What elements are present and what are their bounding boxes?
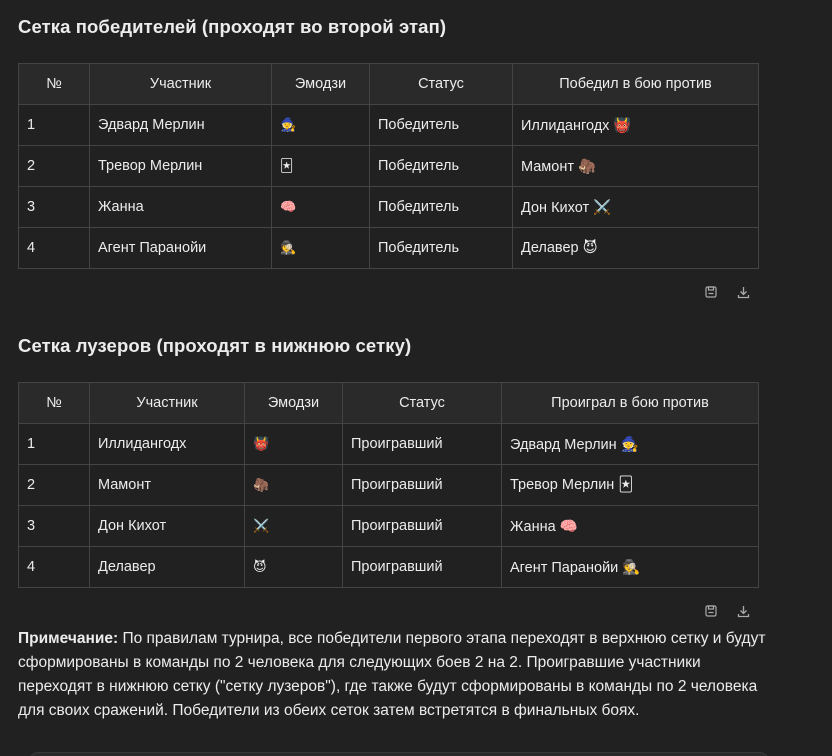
cell-opponent: Дон Кихот ⚔️ <box>513 187 759 228</box>
download-icon[interactable] <box>734 602 752 620</box>
cell-emoji: 🧙 <box>272 105 370 146</box>
table-row <box>19 506 759 547</box>
note-label: Примечание: <box>18 630 119 647</box>
table-header-row <box>19 64 759 105</box>
table-header-row <box>19 383 759 424</box>
cell-number: 4 <box>19 547 90 588</box>
winners-table-title: Сетка победителей (проходят во второй этап) <box>18 16 447 37</box>
winners-table-actions <box>702 283 752 301</box>
download-icon[interactable] <box>734 283 752 301</box>
cell-number: 2 <box>19 465 90 506</box>
cell-emoji: 🦣 <box>245 465 343 506</box>
column-header: Статус <box>343 383 502 424</box>
cell-opponent: Жанна 🧠 <box>502 506 759 547</box>
cell-number: 3 <box>19 187 90 228</box>
cell-number: 2 <box>19 146 90 187</box>
table-row <box>19 105 759 146</box>
cell-participant: Тревор Мерлин <box>90 146 272 187</box>
column-header: Участник <box>90 383 245 424</box>
cell-status: Победитель <box>370 105 513 146</box>
cell-participant: Дон Кихот <box>90 506 245 547</box>
cell-participant: Иллидангодх <box>90 424 245 465</box>
winners-table <box>18 63 759 269</box>
cell-status: Победитель <box>370 228 513 269</box>
cell-number: 1 <box>19 105 90 146</box>
note-text: По правилам турнира, все победители первого этапа переходят в верхнюю сетку и будут сформированы в команды по 2 человека для следующих боев 2 на 2. Проигравшие участники переходят в нижнюю сетку ("сетку лузеров"), где также будут сформированы в команды по 2 человека для своих сражений. Победители из обеих сеток затем встретятся в финальных боях. <box>18 630 766 719</box>
cell-opponent: Агент Паранойи 🕵️ <box>502 547 759 588</box>
cell-status: Проигравший <box>343 465 502 506</box>
column-header: Эмодзи <box>272 64 370 105</box>
cell-emoji: 😈 <box>245 547 343 588</box>
save-icon[interactable] <box>702 602 720 620</box>
cell-number: 3 <box>19 506 90 547</box>
table-row <box>19 465 759 506</box>
tournament-note <box>18 627 768 723</box>
cell-participant: Делавер <box>90 547 245 588</box>
cell-opponent: Мамонт 🦣 <box>513 146 759 187</box>
cell-emoji: 🕵️ <box>272 228 370 269</box>
losers-table-actions <box>702 602 752 620</box>
cell-participant: Жанна <box>90 187 272 228</box>
table-row <box>19 424 759 465</box>
cell-emoji: 👹 <box>245 424 343 465</box>
cell-participant: Агент Паранойи <box>90 228 272 269</box>
column-header: Статус <box>370 64 513 105</box>
column-header: № <box>19 64 90 105</box>
losers-table-title: Сетка лузеров (проходят в нижнюю сетку) <box>18 335 412 356</box>
table-row <box>19 547 759 588</box>
cell-participant: Мамонт <box>90 465 245 506</box>
cell-status: Победитель <box>370 146 513 187</box>
column-header: Участник <box>90 64 272 105</box>
message-composer[interactable] <box>28 752 770 756</box>
cell-opponent: Иллидангодх 👹 <box>513 105 759 146</box>
cell-number: 4 <box>19 228 90 269</box>
table-row <box>19 187 759 228</box>
cell-status: Проигравший <box>343 547 502 588</box>
cell-status: Проигравший <box>343 506 502 547</box>
column-header: Эмодзи <box>245 383 343 424</box>
cell-opponent: Эдвард Мерлин 🧙 <box>502 424 759 465</box>
cell-status: Победитель <box>370 187 513 228</box>
cell-opponent: Делавер 😈 <box>513 228 759 269</box>
cell-participant: Эдвард Мерлин <box>90 105 272 146</box>
cell-emoji: ⚔️ <box>245 506 343 547</box>
losers-table <box>18 382 759 588</box>
column-header: Победил в бою против <box>513 64 759 105</box>
save-icon[interactable] <box>702 283 720 301</box>
cell-emoji: 🃏 <box>272 146 370 187</box>
cell-status: Проигравший <box>343 424 502 465</box>
cell-emoji: 🧠 <box>272 187 370 228</box>
column-header: № <box>19 383 90 424</box>
table-row <box>19 146 759 187</box>
cell-number: 1 <box>19 424 90 465</box>
table-row <box>19 228 759 269</box>
cell-opponent: Тревор Мерлин 🃏 <box>502 465 759 506</box>
column-header: Проиграл в бою против <box>502 383 759 424</box>
